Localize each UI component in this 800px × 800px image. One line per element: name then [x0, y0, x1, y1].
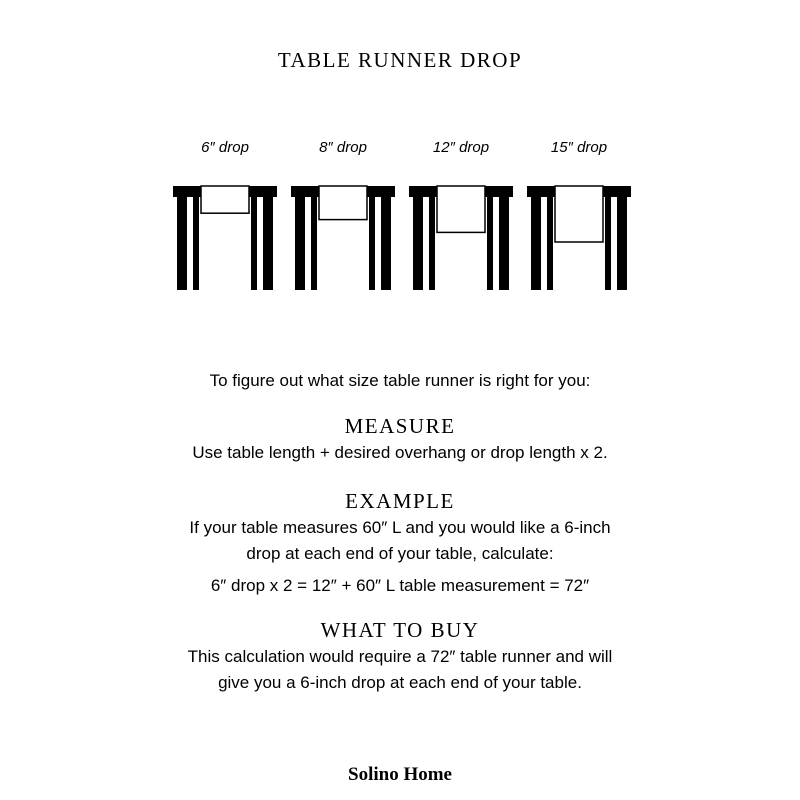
example-line-1: If your table measures 60″ L and you would like a 6-inch — [189, 518, 611, 537]
drop-label: 15″ drop — [550, 139, 608, 156]
intro-text: To figure out what size table runner is right for you: — [209, 371, 591, 390]
table-leg — [499, 186, 509, 290]
table-leg — [617, 186, 627, 290]
example-formula: 6″ drop x 2 = 12″ + 60″ L table measurement = 72″ — [210, 576, 590, 595]
runner-drop — [437, 186, 485, 232]
table-leg — [311, 186, 317, 290]
table-leg — [263, 186, 273, 290]
example-line-2: drop at each end of your table, calculate: — [246, 544, 554, 563]
drop-label: 8″ drop — [319, 139, 367, 156]
table-leg — [531, 186, 541, 290]
table-leg — [177, 186, 187, 290]
drop-diagram — [0, 0, 800, 320]
example-heading: EXAMPLE — [345, 489, 455, 513]
measure-text: Use table length + desired overhang or drop length x 2. — [192, 443, 608, 462]
table-leg — [413, 186, 423, 290]
table-leg — [193, 186, 199, 290]
table-leg — [369, 186, 375, 290]
table-leg — [251, 186, 257, 290]
runner-drop — [319, 186, 367, 220]
table-leg — [605, 186, 611, 290]
what-to-buy-heading: WHAT TO BUY — [320, 618, 480, 642]
drop-label: 12″ drop — [432, 139, 490, 156]
table-leg — [429, 186, 435, 290]
table-leg — [381, 186, 391, 290]
what-to-buy-line-1: This calculation would require a 72″ table runner and will — [187, 647, 613, 666]
table-leg — [295, 186, 305, 290]
table-leg — [487, 186, 493, 290]
what-to-buy-line-2: give you a 6-inch drop at each end of your table. — [218, 673, 582, 692]
page-title: TABLE RUNNER DROP — [277, 48, 523, 72]
table-leg — [547, 186, 553, 290]
runner-drop — [555, 186, 603, 242]
runner-drop — [201, 186, 249, 213]
measure-heading: MEASURE — [344, 414, 456, 438]
brand-logo: Solino Home — [348, 764, 452, 785]
drop-label: 6″ drop — [201, 139, 249, 156]
